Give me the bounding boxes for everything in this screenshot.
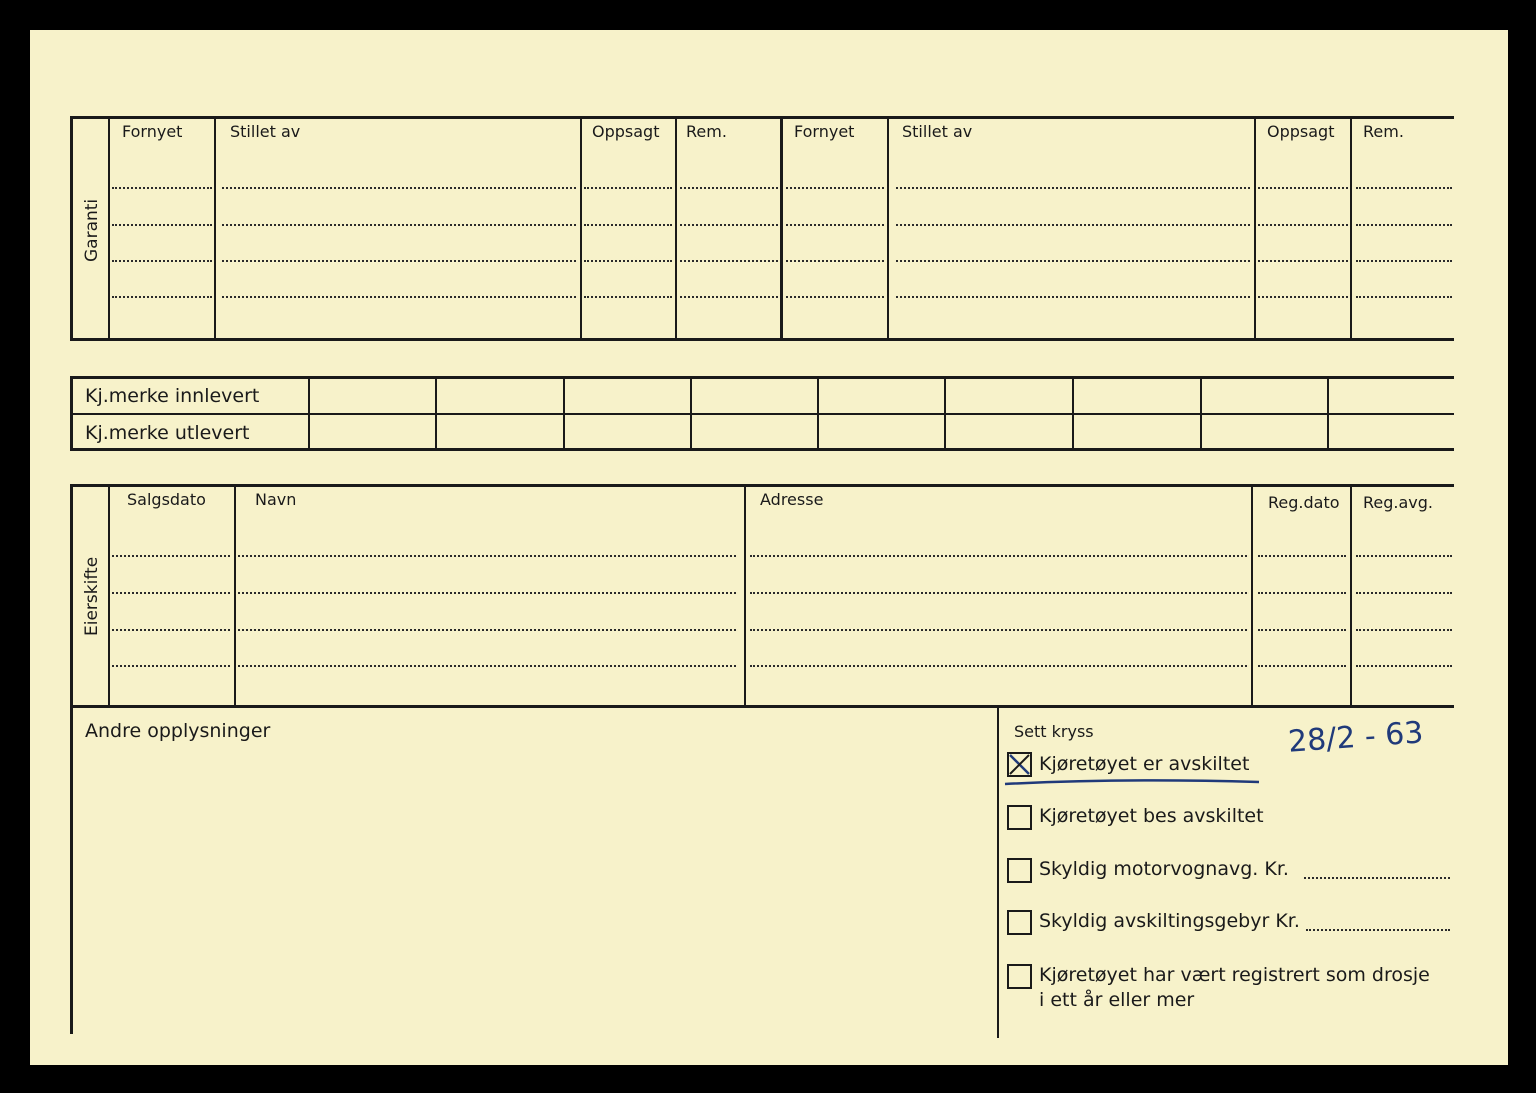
eierskifte-entry-line[interactable] — [1356, 629, 1452, 631]
eierskifte-entry-line[interactable] — [1356, 665, 1452, 667]
bes-avskiltet-label: Kjøretøyet bes avskiltet — [1039, 805, 1264, 827]
motorvognavg-checkbox[interactable] — [1007, 858, 1032, 883]
garanti-entry-line[interactable] — [222, 296, 576, 298]
garanti-entry-line[interactable] — [896, 260, 1250, 262]
garanti-entry-line[interactable] — [112, 296, 212, 298]
kjmerke-cell-divider — [817, 378, 819, 448]
eierskifte-entry-line[interactable] — [112, 629, 230, 631]
eierskifte-header-navn: Navn — [255, 490, 297, 509]
avskiltet-label: Kjøretøyet er avskiltet — [1039, 753, 1250, 775]
garanti-side-label: Garanti — [82, 198, 102, 262]
garanti-bottom-border — [70, 338, 1454, 341]
garanti-entry-line[interactable] — [680, 187, 778, 189]
garanti-header-oppsagt-2: Oppsagt — [1267, 122, 1335, 141]
eierskifte-entry-line[interactable] — [238, 665, 736, 667]
garanti-entry-line[interactable] — [1356, 260, 1452, 262]
drosje-label-line2: i ett år eller mer — [1039, 989, 1195, 1011]
eierskifte-col-divider — [1251, 486, 1253, 706]
garanti-entry-line[interactable] — [112, 187, 212, 189]
eierskifte-col-divider — [234, 486, 236, 706]
kjmerke-mid-border — [70, 413, 1454, 415]
eierskifte-col-divider — [1350, 486, 1352, 706]
garanti-entry-line[interactable] — [1258, 224, 1348, 226]
kjmerke-bottom-border — [70, 448, 1454, 451]
garanti-entry-line[interactable] — [584, 224, 672, 226]
eierskifte-bottom-border — [70, 705, 1454, 708]
garanti-entry-line[interactable] — [786, 260, 884, 262]
garanti-entry-line[interactable] — [222, 187, 576, 189]
kjmerke-cell-divider — [1327, 378, 1329, 448]
garanti-entry-line[interactable] — [1356, 296, 1452, 298]
garanti-col-divider — [214, 118, 216, 338]
kjmerke-cell-divider — [435, 378, 437, 448]
garanti-entry-line[interactable] — [1258, 187, 1348, 189]
eierskifte-entry-line[interactable] — [1258, 665, 1346, 667]
eierskifte-entry-line[interactable] — [750, 665, 1247, 667]
garanti-header-rem: Rem. — [686, 122, 727, 141]
drosje-checkbox[interactable] — [1007, 964, 1032, 989]
eierskifte-entry-line[interactable] — [1356, 592, 1452, 594]
eierskifte-header-adresse: Adresse — [760, 490, 824, 509]
garanti-header-stillet-av: Stillet av — [230, 122, 301, 141]
card-left-border — [70, 484, 73, 1034]
garanti-entry-line[interactable] — [896, 187, 1250, 189]
kjmerke-cell-divider — [1072, 378, 1074, 448]
eierskifte-header-reg-dato: Reg.dato — [1268, 493, 1340, 512]
avskiltingsgebyr-checkbox[interactable] — [1007, 910, 1032, 935]
avskiltingsgebyr-label: Skyldig avskiltingsgebyr Kr. — [1039, 910, 1300, 932]
eierskifte-entry-line[interactable] — [1258, 555, 1346, 557]
handwritten-underline — [1003, 774, 1263, 790]
eierskifte-header-salgsdato: Salgsdato — [127, 490, 206, 509]
garanti-col-divider — [1254, 118, 1256, 338]
garanti-entry-line[interactable] — [1356, 187, 1452, 189]
garanti-header-fornyet-2: Fornyet — [794, 122, 855, 141]
eierskifte-entry-line[interactable] — [750, 555, 1247, 557]
garanti-entry-line[interactable] — [680, 260, 778, 262]
eierskifte-entry-line[interactable] — [1258, 629, 1346, 631]
eierskifte-entry-line[interactable] — [1356, 555, 1452, 557]
garanti-entry-line[interactable] — [112, 260, 212, 262]
garanti-entry-line[interactable] — [584, 260, 672, 262]
garanti-entry-line[interactable] — [786, 296, 884, 298]
kjmerke-utlevert-label: Kj.merke utlevert — [85, 422, 250, 444]
garanti-entry-line[interactable] — [1258, 260, 1348, 262]
garanti-entry-line[interactable] — [786, 224, 884, 226]
kjmerke-cell-divider — [1200, 378, 1202, 448]
garanti-header-stillet-av-2: Stillet av — [902, 122, 973, 141]
eierskifte-header-reg-avg: Reg.avg. — [1363, 493, 1433, 512]
eierskifte-entry-line[interactable] — [112, 592, 230, 594]
kjmerke-left-border — [70, 376, 73, 451]
garanti-col-divider — [887, 118, 889, 338]
sett-kryss-heading: Sett kryss — [1014, 722, 1094, 741]
handwritten-date: 28/2 - 63 — [1286, 715, 1425, 760]
eierskifte-entry-line[interactable] — [112, 555, 230, 557]
eierskifte-label-divider — [108, 486, 110, 706]
motorvognavg-label: Skyldig motorvognavg. Kr. — [1039, 858, 1289, 880]
garanti-entry-line[interactable] — [680, 296, 778, 298]
garanti-entry-line[interactable] — [584, 187, 672, 189]
eierskifte-entry-line[interactable] — [238, 555, 736, 557]
drosje-label-line1: Kjøretøyet har vært registrert som drosje — [1039, 964, 1430, 986]
sett-kryss-divider — [997, 708, 999, 1038]
kjmerke-cell-divider — [944, 378, 946, 448]
eierskifte-entry-line[interactable] — [1258, 592, 1346, 594]
eierskifte-side-label: Eierskifte — [82, 556, 102, 636]
registration-card — [30, 30, 1508, 1065]
eierskifte-entry-line[interactable] — [750, 629, 1247, 631]
kjmerke-innlevert-label: Kj.merke innlevert — [85, 385, 260, 407]
kjmerke-top-border — [70, 376, 1454, 379]
garanti-header-fornyet: Fornyet — [122, 122, 183, 141]
garanti-header-oppsagt: Oppsagt — [592, 122, 660, 141]
garanti-entry-line[interactable] — [896, 296, 1250, 298]
eierskifte-entry-line[interactable] — [112, 665, 230, 667]
avskiltingsgebyr-amount-line — [1306, 929, 1450, 931]
garanti-col-divider — [580, 118, 582, 338]
garanti-entry-line[interactable] — [896, 224, 1250, 226]
garanti-entry-line[interactable] — [786, 187, 884, 189]
garanti-entry-line[interactable] — [222, 224, 576, 226]
garanti-entry-line[interactable] — [222, 260, 576, 262]
check-x-icon — [1009, 754, 1030, 775]
garanti-left-border — [70, 116, 73, 338]
kjmerke-cell-divider — [563, 378, 565, 448]
garanti-center-divider — [780, 118, 783, 338]
bes-avskiltet-checkbox[interactable] — [1007, 805, 1032, 830]
garanti-entry-line[interactable] — [112, 224, 212, 226]
kjmerke-cell-divider — [308, 378, 310, 448]
eierskifte-col-divider — [744, 486, 746, 706]
motorvognavg-amount-line — [1304, 877, 1450, 879]
garanti-header-rem-2: Rem. — [1363, 122, 1404, 141]
eierskifte-entry-line[interactable] — [238, 629, 736, 631]
eierskifte-entry-line[interactable] — [238, 592, 736, 594]
garanti-entry-line[interactable] — [584, 296, 672, 298]
garanti-entry-line[interactable] — [680, 224, 778, 226]
garanti-col-divider — [675, 118, 677, 338]
garanti-col-divider — [1350, 118, 1352, 338]
andre-opplysninger-label: Andre opplysninger — [85, 720, 271, 742]
eierskifte-entry-line[interactable] — [750, 592, 1247, 594]
garanti-entry-line[interactable] — [1356, 224, 1452, 226]
kjmerke-cell-divider — [690, 378, 692, 448]
eierskifte-top-border — [70, 484, 1454, 487]
garanti-entry-line[interactable] — [1258, 296, 1348, 298]
garanti-label-divider — [108, 116, 110, 338]
garanti-top-border — [70, 116, 1454, 119]
